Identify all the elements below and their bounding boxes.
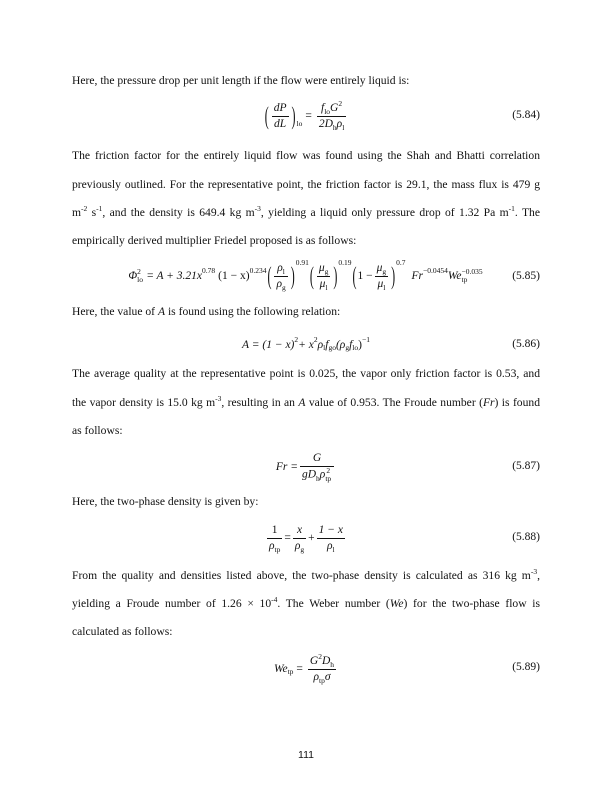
equation-number: (5.87): [512, 460, 540, 472]
equation-number: (5.84): [512, 109, 540, 121]
paragraph-intro: Here, the pressure drop per unit length if the flow were entirely liquid is:: [72, 74, 410, 87]
equation-5-86: A = (1 − x) $^2$ + x $^2$ ρ $_l$ f $_{go}$ (ρ $_g$ f $_{lo}$ ) $^{-1}$: [242, 335, 370, 352]
paragraph-line: The average quality at the representative point is 0.025, the vapor only friction factor is 0.53, and: [72, 367, 540, 380]
paragraph-line: as follows:: [72, 424, 123, 437]
paragraph-line: calculated as follows:: [72, 625, 173, 638]
paragraph-line: From the quality and densities listed above, the two-phase density is calculated as 316 kg $m^{-3}$,: [72, 567, 540, 582]
paragraph-line: yielding a Froude number of $1.26 \times 10^{-4}$. The Weber number (We) for the two-phase flow is: [72, 595, 540, 610]
equation-number: (5.89): [512, 661, 540, 673]
page-number: 111: [298, 749, 314, 761]
equation-5-85: Φ 2 lo = A + 3.21x $^{0.78}$ (1 − x) $^{0.234}$ ( $\frac{\rho_l}{\rho_g}$ ) $^{0.91}$ ( $\frac{\mu_g}{\mu_l}$ ) $^{0.19}$ ( 1 − $\frac{\mu_g}{\mu_l}$ ) $^{0.7}$ Fr $^{-0.0454}$ We −0.035 tp: [128, 258, 483, 292]
equation-number: (5.86): [512, 338, 540, 350]
equation-number: (5.88): [512, 531, 540, 543]
paragraph-line: the vapor density is 15.0 kg $m^{-3}$, resulting in an A value of 0.953. The Froude number (Fr) is found: [72, 394, 540, 409]
equation-5-87: Fr = G $gD_h\rho$ 2 tp: [72, 450, 540, 484]
paragraph-line: $m^{-2}$ $s^{-1}$, and the density is 649.4 kg $m^{-3}$, yielding a liquid only pressure drop of 1.32 Pa $m^{-1}$. The: [72, 204, 540, 219]
paragraph-line: Here, the two-phase density is given by:: [72, 495, 259, 508]
paragraph-line: previously outlined. For the representative point, the friction factor is 29.1, the mass flux is 479 g: [72, 178, 540, 191]
equation-5-89: We $_{tp}$ = $\frac{G^2D_h}{\rho_{tp}\sigma}$: [273, 651, 335, 685]
equation-5-88: $\frac{1}{\rho_{tp}}$ = $\frac{x}{\rho_g}$ + $\frac{1 - x}{\rho_l}$: [268, 523, 344, 554]
paragraph-line: Here, the value of A is found using the following relation:: [72, 305, 341, 318]
equation-5-84: ( $\frac{dP}{dL}$ ) $_{lo}$ = $\frac{f_{lo}G^2}{2D_h\rho_l}$: [264, 98, 345, 132]
paragraph-line: empirically derived multiplier Friedel proposed is as follows:: [72, 234, 357, 247]
paragraph-line: The friction factor for the entirely liquid flow was found using the Shah and Bhatti correlation: [72, 149, 540, 162]
equation-number: (5.85): [512, 270, 540, 282]
